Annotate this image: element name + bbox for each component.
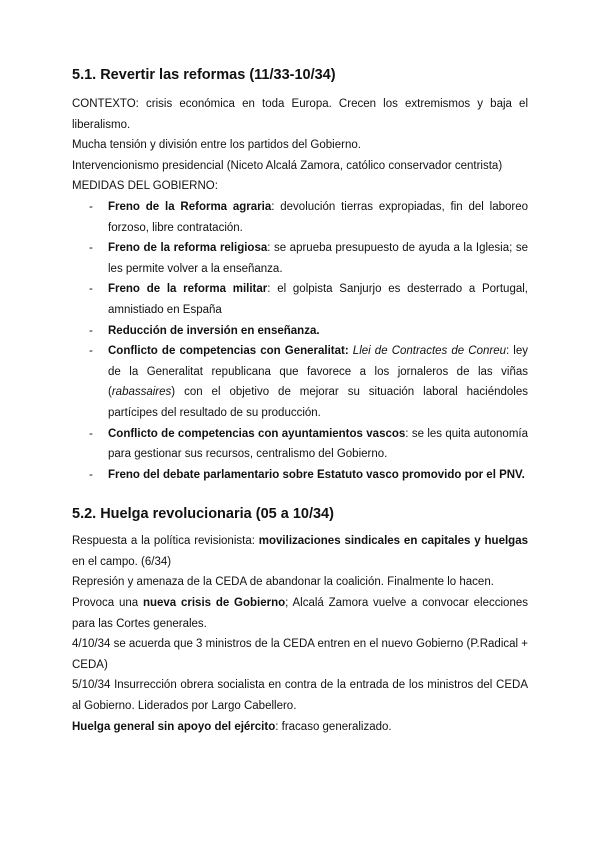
paragraph-insurreccion: 5/10/34 Insurrección obrera socialista en contra de la entrada de los ministros del CEDA al Gobierno. Liderados por Largo Cabellero.	[72, 679, 528, 713]
bold-text: nueva crisis de Gobierno	[142, 597, 286, 610]
text-run: en el campo. (6/34)	[72, 555, 172, 568]
section-revertir-reformas	[72, 64, 528, 485]
bullet-dash: -	[89, 283, 93, 296]
paragraph-represion: Represión y amenaza de la CEDA de abandonar la coalición. Finalmente lo hacen.	[72, 576, 494, 589]
item-bold-text: Reducción de inversión en enseñanza.	[108, 324, 320, 337]
section-title: 5.2. Huelga revolucionaria (05 a 10/34)	[72, 506, 334, 523]
paragraph-intervencionismo: Intervencionismo presidencial (Niceto Alcalá Zamora, católico conservador centrista)	[72, 159, 503, 172]
bullet-dash: -	[89, 468, 93, 481]
document-content	[72, 64, 528, 737]
bullet-dash: -	[89, 427, 93, 440]
paragraph-tension: Mucha tensión y división entre los partidos del Gobierno.	[72, 139, 361, 152]
text-run: Provoca una	[72, 597, 143, 610]
paragraph-ministros: 4/10/34 se acuerda que 3 ministros de la CEDA entren en el nuevo Gobierno (P.Radical + CEDA)	[72, 638, 528, 671]
paragraph-contexto: CONTEXTO: crisis económica en toda Europa. Crecen los extremismos y baja el liberalismo.	[72, 98, 528, 131]
list-item	[72, 341, 528, 423]
item-bold-text: Freno de la Reforma agraria	[108, 200, 272, 213]
list-item	[72, 238, 528, 279]
bullet-dash: -	[89, 242, 93, 255]
item-italic-text: Llei de Contractes de Conreu	[348, 345, 507, 358]
section-title: 5.1. Revertir las reformas (11/33-10/34)	[72, 67, 336, 83]
item-bold-text: Freno de la reforma militar	[108, 283, 268, 296]
item-text: : el golpista Sanjurjo es desterrado a Portugal, amnistiado en España	[108, 283, 528, 316]
bold-text: Huelga general sin apoyo del ejército	[72, 720, 276, 733]
item-bold-text: Freno del debate parlamentario sobre Estatuto vasco promovido por el PNV.	[108, 468, 525, 481]
bold-text: movilizaciones sindicales en capitales y huelgas	[258, 535, 528, 548]
item-bold-text: Freno de la reforma religiosa	[108, 242, 268, 255]
list-item	[72, 197, 528, 238]
medidas-list	[72, 197, 528, 485]
item-bold-text: Conflicto de competencias con ayuntamientos vascos	[108, 427, 406, 440]
list-item	[72, 321, 528, 342]
paragraph-huelga-general	[72, 717, 528, 738]
item-text: : ley de la Generalitat republicana que favorece a los jornaleros de las viñas (	[108, 345, 529, 399]
paragraph-respuesta	[72, 531, 528, 572]
text-run: Respuesta a la política revisionista:	[72, 535, 259, 548]
bullet-dash: -	[89, 200, 93, 213]
bullet-dash: -	[89, 345, 93, 358]
item-text: ) con el objetivo de mejorar su situación laboral haciéndoles partícipes del resultado de su producción.	[108, 386, 528, 419]
text-run: : fracaso generalizado.	[275, 720, 392, 733]
item-italic-text: rabassaires	[111, 386, 172, 399]
item-text: : se aprueba presupuesto de ayuda a la Iglesia; se les permite volver a la enseñanza.	[108, 242, 529, 275]
section-huelga-revolucionaria	[72, 503, 528, 737]
paragraph-crisis	[72, 593, 528, 634]
list-item	[72, 279, 528, 320]
list-item	[72, 465, 528, 486]
item-text: : devolución tierras expropiadas, fin del laboreo forzoso, libre contratación.	[108, 200, 528, 234]
text-run: ; Alcalá Zamora vuelve a convocar elecciones para las Cortes generales.	[72, 597, 528, 630]
paragraph-medidas-heading: MEDIDAS DEL GOBIERNO:	[72, 180, 218, 193]
bullet-dash: -	[89, 324, 93, 337]
list-item	[72, 424, 528, 465]
item-text: : se les quita autonomía para gestionar sus recursos, centralismo del Gobierno.	[108, 427, 528, 461]
item-bold-text: Conflicto de competencias con Generalitat:	[108, 345, 349, 358]
